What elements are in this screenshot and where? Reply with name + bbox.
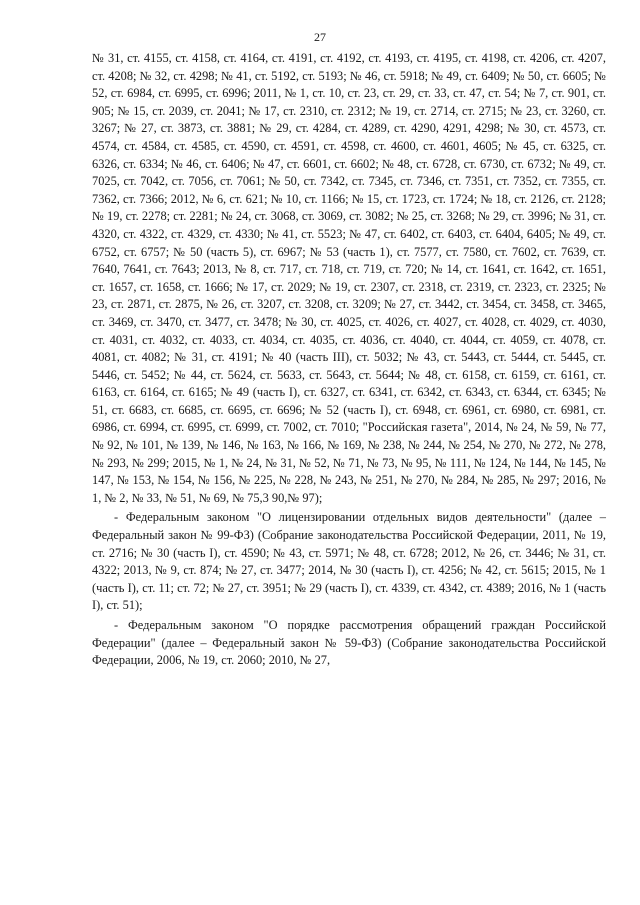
page-number: 27 — [314, 30, 326, 44]
document-body — [92, 50, 606, 670]
paragraph-licensing-law: - Федеральным законом "О лицензировании отдельных видов деятельности" (далее – Федеральный закон № 99-ФЗ) (Собрание законодательства Российской Федерации, 2011, № 19, ст. 2716; № 30 (часть I), ст. 4590; № 43, ст. 5971; № 48, ст. 6728; 2012, № 26, ст. 3446; № 31, ст. 4322; 2013, № 9, ст. 874; № 27, ст. 3477; 2014, № 30 (часть I), ст. 4256; № 42, ст. 5615; 2015, № 1 (часть I), ст. 11; ст. 72; № 27, ст. 3951; № 29 (часть I), ст. 4339, ст. 4342, ст. 4389; 2016, № 1 (часть I), ст. 51); — [92, 510, 606, 613]
paragraph-appeals-law: - Федеральным законом "О порядке рассмотрения обращений граждан Российской Федерации" (далее – Федеральный закон № 59-ФЗ) (Собрание законодательства Российской Федерации, 2006, № 19, ст. 2060; 2010, № 27, — [92, 618, 606, 668]
paragraph-citation-list: № 31, ст. 4155, ст. 4158, ст. 4164, ст. 4191, ст. 4192, ст. 4193, ст. 4195, ст. 4198, ст. 4206, ст. 4207, ст. 4208; № 32, ст. 4298; № 41, ст. 5192, ст. 5193; № 46, ст. 5918; № 49, ст. 6409; № 50, ст. 6605; № 52, ст. 6984, ст. 6995, ст. 6996; 2011, № 1, ст. 10, ст. 23, ст. 29, ст. 33, ст. 47, ст. 54; № 7, ст. 901, ст. 905; № 15, ст. 2039, ст. 2041; № 17, ст. 2310, ст. 2312; № 19, ст. 2714, ст. 2715; № 23, ст. 3260, ст. 3267; № 27, ст. 3873, ст. 3881; № 29, ст. 4284, ст. 4289, ст. 4290, 4291, 4298; № 30, ст. 4573, ст. 4574, ст. 4584, ст. 4585, ст. 4590, ст. 4591, ст. 4598, ст. 4600, ст. 4601, 4605; № 45, ст. 6325, ст. 6326, ст. 6334; № 46, ст. 6406; № 47, ст. 6601, ст. 6602; № 48, ст. 6728, ст. 6730, ст. 6732; № 49, ст. 7025, ст. 7042, ст. 7056, ст. 7061; № 50, ст. 7342, ст. 7345, ст. 7346, ст. 7351, ст. 7352, ст. 7355, ст. 7362, ст. 7366; 2012, № 6, ст. 621; № 10, ст. 1166; № 15, ст. 1723, ст. 1724; № 18, ст. 2126, ст. 2128; № 19, ст. 2278; ст. 2281; № 24, ст. 3068, ст. 3069, ст. 3082; № 25, ст. 3268; № 29, ст. 3996; № 31, ст. 4320, ст. 4322, ст. 4329, ст. 4330; № 41, ст. 5523; № 47, ст. 6402, ст. 6403, ст. 6404, 6405; № 49, ст. 6752, ст. 6757; № 50 (часть 5), ст. 6967; № 53 (часть 1), ст. 7577, ст. 7580, ст. 7602, ст. 7639, ст. 7640, 7641, ст. 7643; 2013, № 8, ст. 717, ст. 718, ст. 719, ст. 720; № 14, ст. 1641, ст. 1642, ст. 1651, ст. 1657, ст. 1658, ст. 1666; № 17, ст. 2029; № 19, ст. 2307, ст. 2318, ст. 2319, ст. 2323, ст. 2325; № 23, ст. 2871, ст. 2875, № 26, ст. 3207, ст. 3208, ст. 3209; № 27, ст. 3442, ст. 3454, ст. 3458, ст. 3465, ст. 3469, ст. 3470, ст. 3477, ст. 3478; № 30, ст. 4025, ст. 4026, ст. 4027, ст. 4028, ст. 4029, ст. 4030, ст. 4031, ст. 4032, ст. 4033, ст. 4034, ст. 4035, ст. 4036, ст. 4040, ст. 4044, ст. 4059, ст. 4078, ст. 4081, ст. 4082; № 31, ст. 4191; № 40 (часть III), ст. 5032; № 43, ст. 5443, ст. 5444, ст. 5445, ст. 5446, ст. 5452; № 44, ст. 5624, ст. 5633, ст. 5643, ст. 5644; № 48, ст. 6158, ст. 6159, ст. 6161, ст. 6163, ст. 6164, ст. 6165; № 49 (часть I), ст. 6327, ст. 6341, ст. 6342, ст. 6343, ст. 6344, ст. 6345; № 51, ст. 6683, ст. 6685, ст. 6695, ст. 6696; № 52 (часть I), ст. 6948, ст. 6961, ст. 6980, ст. 6981, ст. 6986, ст. 6994, ст. 6995, ст. 6999, ст. 7002, ст. 7010; "Российская газета", 2014, № 24, № 59, № 77, № 92, № 101, № 139, № 146, № 163, № 166, № 169, № 238, № 244, № 254, № 270, № 272, № 278, № 293, № 299; 2015, № 1, № 24, № 31, № 52, № 71, № 73, № 95, № 111, № 124, № 144, № 145, № 147, № 153, № 154, № 156, № 225, № 228, № 243, № 251, № 270, № 284, № 285, № 297; 2016, № 1, № 2, № 33, № 51, № 69, № 75,3 90,№ 97); — [92, 51, 606, 505]
